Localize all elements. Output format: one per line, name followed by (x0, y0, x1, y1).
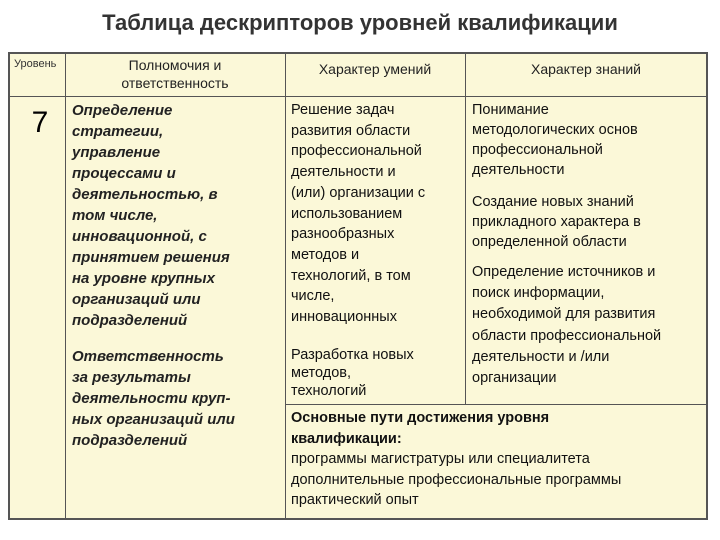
header-knowledge: Характер знаний (530, 61, 641, 77)
qualification-paths: Основные пути достижения уровня квалификации: программы магистратуры или специалитета дополнительные профессиональные программы практический опыт (291, 408, 621, 511)
col-divider-3 (465, 54, 466, 404)
col-divider-1 (65, 54, 66, 518)
knowledge-block-3: Определение источников и поиск информации, необходимой для развития области профессиональной деятельности и /или организации (472, 264, 662, 387)
knowledge-block-2: Создание новых знаний прикладного характера в определенной области (472, 194, 641, 250)
authority-block-2: Ответственность за результаты деятельности круп- ных организаций или подразделений (72, 348, 235, 449)
descriptor-table (8, 52, 708, 520)
knowledge-block-1: Понимание методологических основ профессиональной деятельности (472, 102, 638, 178)
header-authority: Полномочия и ответственность (121, 57, 229, 91)
page-title: Таблица дескрипторов уровней квалификации (102, 10, 618, 35)
qualification-path-item: практический опыт (291, 492, 419, 508)
level-value: 7 (31, 106, 49, 139)
skills-block-2: Разработка новых методов, технологий (291, 347, 414, 399)
qualification-path-item: дополнительные профессиональные программы (291, 471, 622, 488)
qualification-path-item: программы магистратуры или специалитета (291, 451, 590, 467)
footer-divider (285, 404, 706, 405)
qualification-paths-title: Основные пути достижения уровня (291, 410, 550, 426)
header-level: Уровень (14, 58, 57, 70)
col-divider-2 (285, 54, 286, 518)
header-divider (10, 96, 706, 97)
authority-block-1: Определение стратегии, управление процессами и деятельностью, в том числе, инновационной, с принятием решения на уровне крупных организаций или подразделений (72, 102, 230, 329)
skills-block-1: Решение задач развития области профессиональной деятельности и (или) организации с использованием разнообразных методов и технологий, в том числе, инновационных (291, 102, 426, 326)
header-skills: Характер умений (318, 61, 432, 77)
